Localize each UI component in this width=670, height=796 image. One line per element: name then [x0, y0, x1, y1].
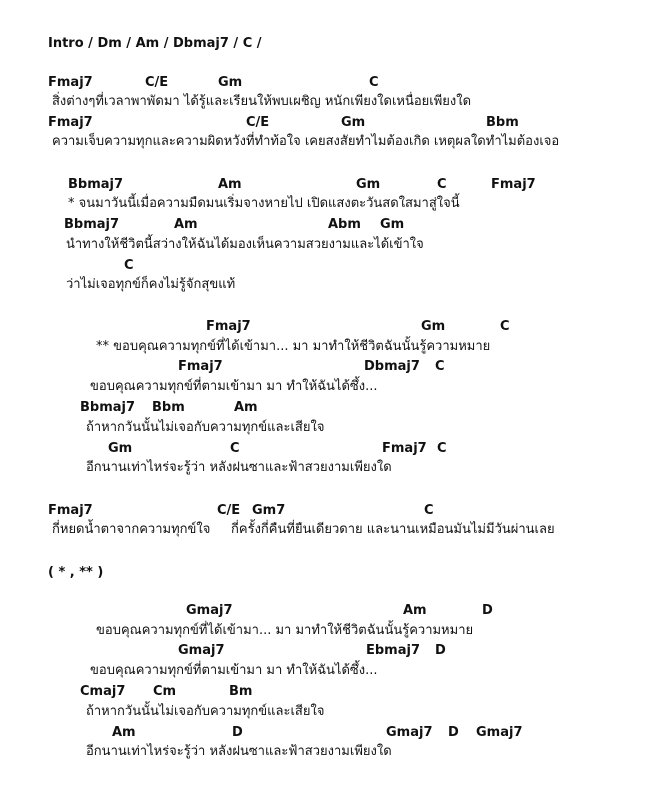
- chord: Cmaj7: [80, 684, 126, 699]
- chord: Am: [403, 603, 427, 618]
- chord: Bbm: [486, 115, 519, 130]
- chorus2-chord-line-4: [0, 725, 670, 741]
- chord: Ebmaj7: [366, 643, 421, 658]
- prechorus-chord-line-3: [0, 258, 670, 274]
- chord: Cm: [153, 684, 177, 699]
- chorus1-lyric-line-2: ขอบคุณความทุกข์ที่ตามเข้ามา มา ทำให้ฉันได้ซึ้ง...: [90, 379, 378, 394]
- chord: Gm: [108, 441, 133, 456]
- prechorus-lyric-line-2: นำทางให้ชีวิตนี้สว่างให้ฉันได้มองเห็นความสวยงามและได้เข้าใจ: [66, 237, 424, 252]
- chord: C/E: [217, 503, 241, 518]
- bridge-lyric-line-1: กี่หยดน้ำตาจากความทุกข์ใจ กี่ครั้งกี่คืนที่ยืนเดียวดาย และนานเหมือนมันไม่มีวันผ่านเลย: [52, 522, 555, 537]
- chord: Fmaj7: [178, 359, 223, 374]
- chorus2-chord-line-2: [0, 643, 670, 659]
- chord: Bbm: [152, 400, 185, 415]
- chord: Bbmaj7: [80, 400, 136, 415]
- chord: Am: [174, 217, 198, 232]
- verse1-chord-line-2: [0, 115, 670, 131]
- chord: Fmaj7: [491, 177, 536, 192]
- intro-line: Intro / Dm / Am / Dbmaj7 / C /: [48, 36, 262, 51]
- chorus2-lyric-line-2: ขอบคุณความทุกข์ที่ตามเข้ามา มา ทำให้ฉันได้ซึ้ง...: [90, 663, 378, 678]
- chord: Fmaj7: [48, 115, 93, 130]
- chord: C: [124, 258, 134, 273]
- chord: Fmaj7: [382, 441, 427, 456]
- repeat-marker: ( * , ** ): [48, 565, 104, 580]
- prechorus-lyric-line-3: ว่าไม่เจอทุกข์ก็คงไม่รู้จักสุขแท้: [66, 277, 236, 292]
- chorus1-chord-line-2: [0, 359, 670, 375]
- verse1-chord-line-1: [0, 75, 670, 91]
- chord: D: [448, 725, 459, 740]
- chord: D: [482, 603, 493, 618]
- chord: Gm: [356, 177, 381, 192]
- chord: Bm: [229, 684, 253, 699]
- chord: Gmaj7: [186, 603, 233, 618]
- chorus1-lyric-line-3: ถ้าหากวันนั้นไม่เจอกับความทุกข์และเสียใจ: [86, 420, 325, 435]
- chord: Fmaj7: [48, 75, 93, 90]
- chord: Gmaj7: [476, 725, 523, 740]
- prechorus-chord-line-2: [0, 217, 670, 233]
- chord: C: [424, 503, 434, 518]
- chord: Gm: [421, 319, 446, 334]
- chord: Gm: [380, 217, 405, 232]
- bridge-chord-line-1: [0, 503, 670, 519]
- chord: Fmaj7: [206, 319, 251, 334]
- verse1-lyric-line-2: ความเจ็บความทุกและความผิดหวังที่ทำท้อใจ เคยสงสัยทำไมต้องเกิด เหตุผลใดทำไมต้องเจอ: [52, 134, 560, 149]
- chord: D: [232, 725, 243, 740]
- chord: Bbmaj7: [68, 177, 124, 192]
- chord: C: [437, 177, 447, 192]
- chord: Gmaj7: [386, 725, 433, 740]
- chord: Gm: [341, 115, 366, 130]
- chorus1-chord-line-1: [0, 319, 670, 335]
- chorus1-lyric-line-1: ** ขอบคุณความทุกข์ที่ได้เข้ามา... มา มาทำให้ชีวิตฉันนั้นรู้ความหมาย: [96, 339, 491, 354]
- chord: Am: [234, 400, 258, 415]
- chorus2-lyric-line-3: ถ้าหากวันนั้นไม่เจอกับความทุกข์และเสียใจ: [86, 704, 325, 719]
- chord: C: [437, 441, 447, 456]
- chord: Gmaj7: [178, 643, 225, 658]
- chord: Am: [112, 725, 136, 740]
- prechorus-chord-line-1: [0, 177, 670, 193]
- chord: C: [435, 359, 445, 374]
- chord: Gm: [218, 75, 243, 90]
- chord: C/E: [246, 115, 270, 130]
- chord: Bbmaj7: [64, 217, 120, 232]
- chorus1-chord-line-4: [0, 441, 670, 457]
- verse1-lyric-line-1: สิ่งต่างๆที่เวลาพาพัดมา ได้รู้และเรียนให้พบเผชิญ หนักเพียงใดเหนื่อยเพียงใด: [52, 94, 472, 109]
- chorus1-chord-line-3: [0, 400, 670, 416]
- chorus2-lyric-line-1: ขอบคุณความทุกข์ที่ได้เข้ามา... มา มาทำให้ชีวิตฉันนั้นรู้ความหมาย: [96, 623, 474, 638]
- chord: C: [369, 75, 379, 90]
- chord: Am: [218, 177, 242, 192]
- chord: Abm: [328, 217, 361, 232]
- chord: Dbmaj7: [364, 359, 420, 374]
- chorus1-lyric-line-4: อีกนานเท่าไหร่จะรู้ว่า หลังฝนซาและฟ้าสวยงามเพียงใด: [86, 460, 392, 475]
- chorus2-chord-line-1: [0, 603, 670, 619]
- prechorus-lyric-line-1: * จนมาวันนี้เมื่อความมืดมนเริ่มจางหายไป เปิดแสงตะวันสดใสมาสู่ใจนี้: [68, 196, 460, 211]
- chorus2-lyric-line-4: อีกนานเท่าไหร่จะรู้ว่า หลังฝนซาและฟ้าสวยงามเพียงใด: [86, 744, 392, 759]
- chorus2-chord-line-3: [0, 684, 670, 700]
- chord: C: [500, 319, 510, 334]
- chord: Fmaj7: [48, 503, 93, 518]
- chord: D: [435, 643, 446, 658]
- chord: C: [230, 441, 240, 456]
- chord: C/E: [145, 75, 169, 90]
- chord: Gm7: [252, 503, 286, 518]
